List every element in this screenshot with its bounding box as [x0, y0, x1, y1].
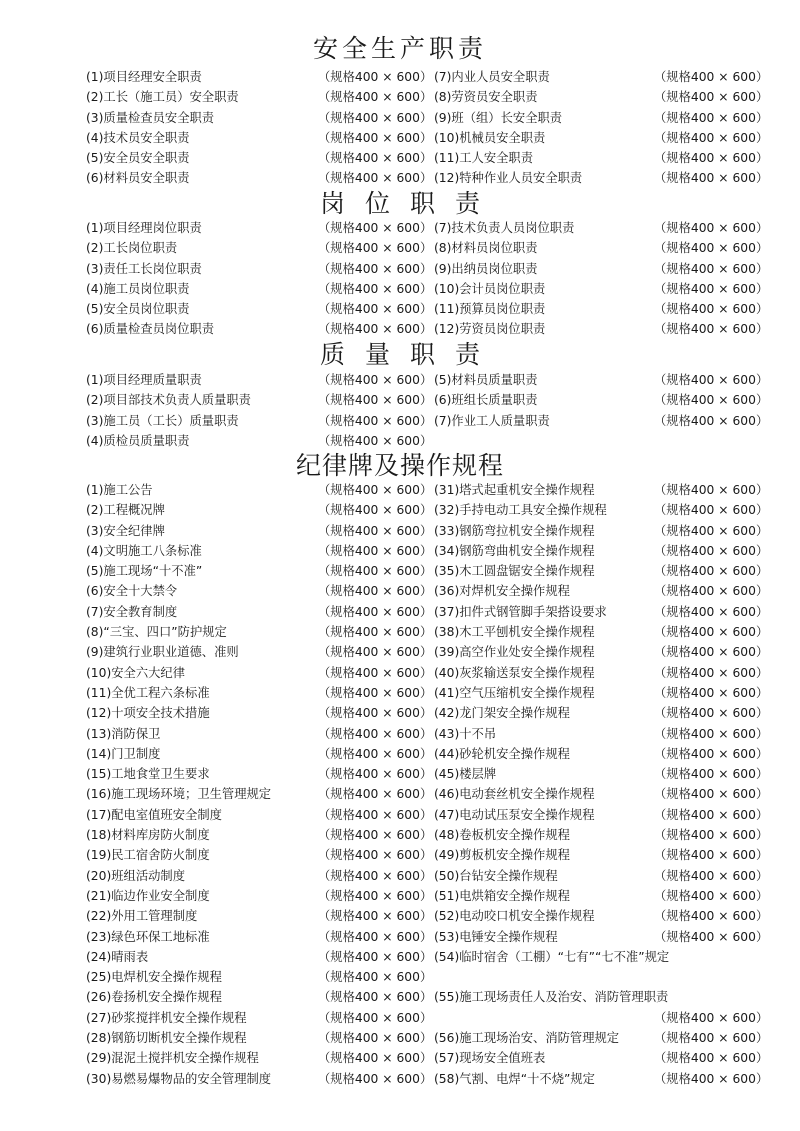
item-name: (7)安全教育制度 — [86, 604, 178, 619]
item-spec: （规格400 × 600） — [318, 433, 433, 448]
list-item — [86, 128, 433, 148]
item-name: (17)配电室值班安全制度 — [86, 807, 222, 822]
item-name: (26)卷扬机安全操作规程 — [86, 990, 222, 1005]
item-spec: （规格400 × 600） — [654, 868, 769, 883]
item-spec: （规格400 × 600） — [318, 241, 433, 256]
item-name: (42)龙门架安全操作规程 — [434, 706, 570, 721]
list-item — [86, 238, 433, 258]
item-name: (6)材料员安全职责 — [86, 171, 190, 186]
item-name: (1)项目经理质量职责 — [86, 373, 202, 387]
item-name: (49)剪板机安全操作规程 — [434, 848, 570, 863]
item-name: (34)钢筋弯曲机安全操作规程 — [434, 543, 595, 558]
item-name: (50)台钻安全操作规程 — [434, 868, 558, 883]
list-item — [86, 67, 433, 87]
item-spec: （规格400 × 600） — [318, 746, 433, 761]
list-item — [434, 561, 769, 581]
item-name: (41)空气压缩机安全操作规程 — [434, 685, 595, 700]
list-item — [434, 927, 769, 947]
list-item — [86, 1008, 433, 1028]
item-spec: （规格400 × 600） — [654, 726, 769, 741]
item-name: (10)会计员岗位职责 — [434, 281, 546, 296]
list-item — [434, 541, 769, 561]
item-spec: （规格400 × 600） — [654, 543, 769, 558]
item-name: (57)现场安全值班表 — [434, 1051, 546, 1066]
item-spec: （规格400 × 600） — [318, 665, 433, 680]
item-spec: （规格400 × 600） — [654, 1051, 769, 1066]
item-name: (4)文明施工八条标准 — [86, 543, 202, 558]
item-name: (3)质量检查员安全职责 — [86, 110, 215, 125]
list-item — [86, 764, 433, 784]
item-name: (22)外用工管理制度 — [86, 909, 198, 924]
item-spec: （规格400 × 600） — [654, 848, 769, 863]
item-name: (20)班组活动制度 — [86, 868, 186, 883]
item-name: (2)工程概况牌 — [86, 503, 165, 518]
list-item — [434, 108, 769, 128]
item-spec: （规格400 × 600） — [654, 604, 769, 619]
item-name: (4)施工员岗位职责 — [86, 281, 190, 296]
item-name: (55)施工现场责任人及治安、消防管理职责 — [434, 990, 669, 1005]
section-3-left-list — [86, 370, 433, 451]
item-name: (29)混泥土搅拌机安全操作规程 — [86, 1051, 259, 1066]
item-name: (23)绿色环保工地标准 — [86, 929, 210, 944]
item-spec: （规格400 × 600） — [654, 302, 769, 317]
item-name: (5)安全员安全职责 — [86, 151, 190, 166]
item-spec: （规格400 × 600） — [318, 483, 433, 497]
list-item — [86, 299, 433, 319]
section-4-left-list — [86, 480, 433, 1089]
list-item — [86, 845, 433, 865]
item-spec: （规格400 × 600） — [318, 1010, 433, 1025]
item-name: (45)楼层牌 — [434, 767, 497, 782]
list-item — [86, 703, 433, 723]
item-name: (14)门卫制度 — [86, 746, 161, 761]
list-item — [86, 825, 433, 845]
list-item — [434, 521, 769, 541]
item-name: (10)机械员安全职责 — [434, 130, 546, 145]
list-item — [434, 663, 769, 683]
item-spec: （规格400 × 600） — [654, 110, 769, 125]
item-name: (11)预算员岗位职责 — [434, 302, 546, 317]
item-spec: （规格400 × 600） — [654, 130, 769, 145]
list-item — [434, 906, 769, 926]
list-item — [434, 279, 769, 299]
item-spec: （规格400 × 600） — [654, 281, 769, 296]
item-name: (1)项目经理岗位职责 — [86, 221, 202, 235]
item-spec: （规格400 × 600） — [654, 90, 769, 105]
item-name: (12)十项安全技术措施 — [86, 706, 210, 721]
item-name: (36)对焊机安全操作规程 — [434, 584, 570, 599]
list-item — [86, 431, 433, 451]
item-name: (27)砂浆搅拌机安全操作规程 — [86, 1010, 247, 1025]
item-name: (30)易燃易爆物品的安全管理制度 — [86, 1071, 272, 1086]
list-item — [434, 500, 769, 520]
item-spec: （规格400 × 600） — [318, 888, 433, 903]
list-item — [434, 642, 769, 662]
list-item — [86, 1028, 433, 1048]
item-spec: （规格400 × 600） — [654, 746, 769, 761]
list-item — [434, 319, 769, 339]
section-title-discipline-rules: 纪律牌及操作规程 — [295, 451, 504, 480]
list-item — [86, 319, 433, 339]
item-name: (11)全优工程六条标准 — [86, 685, 210, 700]
item-spec: （规格400 × 600） — [318, 523, 433, 538]
list-item — [86, 906, 433, 926]
list-item — [86, 500, 433, 520]
item-name: (12)特种作业人员安全职责 — [434, 171, 583, 186]
item-spec: （规格400 × 600） — [654, 171, 769, 186]
list-item — [434, 370, 769, 390]
list-item — [86, 108, 433, 128]
list-item — [86, 724, 433, 744]
item-name: (35)木工圆盘锯安全操作规程 — [434, 564, 595, 579]
item-name: (18)材料库房防火制度 — [86, 828, 210, 843]
list-item — [86, 805, 433, 825]
item-name: (2)项目部技术负责人质量职责 — [86, 393, 251, 408]
list-item — [86, 390, 433, 410]
item-spec: （规格400 × 600） — [654, 645, 769, 660]
list-item — [434, 947, 754, 967]
item-spec: （规格400 × 600） — [318, 90, 433, 105]
list-item — [434, 128, 769, 148]
item-name: (44)砂轮机安全操作规程 — [434, 746, 570, 761]
list-item — [86, 663, 433, 683]
list-item — [434, 724, 769, 744]
list-item — [434, 581, 769, 601]
item-name: (11)工人安全职责 — [434, 151, 534, 166]
item-spec: （规格400 × 600） — [318, 990, 433, 1005]
item-name: (1)项目经理安全职责 — [86, 70, 202, 84]
item-spec: （规格400 × 600） — [318, 110, 433, 125]
item-name: (38)木工平刨机安全操作规程 — [434, 625, 595, 640]
list-item — [434, 784, 769, 804]
item-spec: （规格400 × 600） — [654, 151, 769, 166]
item-name: (54)临时宿舍（工棚）“七有”“七不准”规定 — [434, 949, 670, 964]
item-spec: （规格400 × 600） — [318, 625, 433, 640]
list-item — [434, 238, 769, 258]
list-item — [86, 561, 433, 581]
list-item — [86, 602, 433, 622]
item-spec: （规格400 × 600） — [654, 221, 769, 235]
list-item — [434, 67, 769, 87]
list-item — [86, 987, 433, 1007]
item-name: (48)卷板机安全操作规程 — [434, 828, 570, 843]
item-spec: （规格400 × 600） — [318, 302, 433, 317]
item-spec: （规格400 × 600） — [318, 1031, 433, 1046]
item-spec: （规格400 × 600） — [318, 828, 433, 843]
item-name: (31)塔式起重机安全操作规程 — [434, 483, 595, 497]
item-spec: （规格400 × 600） — [318, 261, 433, 276]
item-name: (47)电动试压泵安全操作规程 — [434, 807, 595, 822]
list-item — [434, 87, 769, 107]
section-2-right-list — [434, 218, 769, 340]
list-item — [434, 967, 754, 987]
section-title-quality-duties: 质量职责 — [319, 340, 500, 369]
item-spec: （规格400 × 600） — [318, 151, 433, 166]
list-item — [434, 764, 769, 784]
item-spec: （规格400 × 600） — [654, 70, 769, 84]
item-name: (43)十不吊 — [434, 726, 497, 741]
list-item — [86, 622, 433, 642]
list-item — [434, 987, 754, 1007]
item-name: (40)灰浆输送泵安全操作规程 — [434, 665, 595, 680]
item-spec: （规格400 × 600） — [654, 483, 769, 497]
item-spec: （规格400 × 600） — [654, 241, 769, 256]
item-name: (2)工长岗位职责 — [86, 241, 178, 256]
item-name: (6)安全十大禁令 — [86, 584, 178, 599]
item-name: (5)材料员质量职责 — [434, 373, 538, 387]
item-spec: （规格400 × 600） — [654, 523, 769, 538]
list-item — [86, 521, 433, 541]
item-spec: （规格400 × 600） — [654, 685, 769, 700]
item-name: (10)安全六大纪律 — [86, 665, 186, 680]
list-item — [86, 1069, 433, 1089]
item-spec: （规格400 × 600） — [318, 1051, 433, 1066]
item-spec: （规格400 × 600） — [654, 1031, 769, 1046]
list-item — [86, 866, 433, 886]
list-item — [86, 148, 433, 168]
item-spec: （规格400 × 600） — [318, 70, 433, 84]
item-name: (9)建筑行业职业道德、准则 — [86, 645, 239, 660]
item-name: (33)钢筋弯拉机安全操作规程 — [434, 523, 595, 538]
item-spec: （规格400 × 600） — [654, 413, 769, 428]
item-name: (52)电动咬口机安全操作规程 — [434, 909, 595, 924]
item-spec: （规格400 × 600） — [318, 767, 433, 782]
item-spec: （规格400 × 600） — [318, 171, 433, 186]
item-spec: （规格400 × 600） — [654, 665, 769, 680]
section-1-right-list — [434, 67, 769, 189]
item-spec: （规格400 × 600） — [654, 767, 769, 782]
list-item — [86, 581, 433, 601]
item-spec: （规格400 × 600） — [318, 413, 433, 428]
item-name: (7)作业工人质量职责 — [434, 413, 550, 428]
item-spec: （规格400 × 600） — [654, 503, 769, 518]
item-name: (39)高空作业处安全操作规程 — [434, 645, 595, 660]
list-item — [434, 744, 769, 764]
item-spec: （规格400 × 600） — [318, 604, 433, 619]
item-name: (16)施工现场环境；卫生管理规定 — [86, 787, 272, 802]
item-spec: （规格400 × 600） — [654, 828, 769, 843]
item-spec: （规格400 × 600） — [654, 929, 769, 944]
item-spec: （规格400 × 600） — [654, 1071, 769, 1086]
item-name: (25)电焊机安全操作规程 — [86, 970, 222, 985]
item-name: (8)“三宝、四口”防护规定 — [86, 625, 227, 640]
list-item — [434, 866, 769, 886]
list-item — [434, 1069, 769, 1089]
item-spec: （规格400 × 600） — [318, 1071, 433, 1086]
item-spec: （规格400 × 600） — [318, 543, 433, 558]
item-spec: （规格400 × 600） — [318, 949, 433, 964]
section-4-right-list — [434, 480, 769, 1089]
item-spec: （规格400 × 600） — [318, 848, 433, 863]
item-name: (21)临边作业安全制度 — [86, 888, 210, 903]
list-item — [434, 886, 769, 906]
list-item — [86, 1048, 433, 1068]
item-name: (5)施工现场“十不准” — [86, 564, 203, 579]
list-item — [434, 622, 769, 642]
list-item — [86, 259, 433, 279]
list-item — [434, 602, 769, 622]
item-name: (4)技术员安全职责 — [86, 130, 190, 145]
item-name: (37)扣件式钢管脚手架搭设要求 — [434, 604, 607, 619]
item-spec: （规格400 × 600） — [318, 807, 433, 822]
item-name: (24)晴雨表 — [86, 949, 149, 964]
item-spec: （规格400 × 600） — [654, 706, 769, 721]
list-item — [86, 947, 433, 967]
item-spec: （规格400 × 600） — [318, 584, 433, 599]
list-item — [86, 784, 433, 804]
list-item — [434, 259, 769, 279]
item-spec: （规格400 × 600） — [318, 685, 433, 700]
list-item — [86, 168, 433, 188]
item-name: (51)电烘箱安全操作规程 — [434, 888, 570, 903]
list-item — [86, 642, 433, 662]
list-item — [434, 1048, 769, 1068]
section-title-safety-duties: 安全生产职责 — [312, 34, 487, 63]
item-spec: （规格400 × 600） — [318, 281, 433, 296]
item-spec: （规格400 × 600） — [318, 393, 433, 408]
list-item — [86, 744, 433, 764]
list-item — [86, 480, 433, 500]
list-item — [86, 370, 433, 390]
item-name: (1)施工公告 — [86, 483, 153, 497]
item-name: (13)消防保卫 — [86, 726, 161, 741]
item-spec: （规格400 × 600） — [318, 970, 433, 985]
list-item — [434, 703, 769, 723]
item-spec: （规格400 × 600） — [654, 322, 769, 337]
list-item — [86, 87, 433, 107]
list-item — [434, 480, 769, 500]
item-spec: （规格400 × 600） — [318, 221, 433, 235]
list-item — [434, 148, 769, 168]
item-name: (56)施工现场治安、消防管理规定 — [434, 1031, 620, 1046]
item-name: (7)技术负责人员岗位职责 — [434, 221, 575, 235]
list-item — [86, 967, 433, 987]
item-name: (32)手持电动工具安全操作规程 — [434, 503, 607, 518]
item-name: (58)气割、电焊“十不烧”规定 — [434, 1071, 595, 1086]
item-spec: （规格400 × 600） — [654, 1010, 769, 1025]
item-name: (3)施工员（工长）质量职责 — [86, 413, 239, 428]
item-spec: （规格400 × 600） — [318, 564, 433, 579]
item-spec: （规格400 × 600） — [318, 503, 433, 518]
list-item — [434, 805, 769, 825]
item-spec: （规格400 × 600） — [318, 726, 433, 741]
item-name: (7)内业人员安全职责 — [434, 70, 550, 84]
item-spec: （规格400 × 600） — [318, 787, 433, 802]
item-spec: （规格400 × 600） — [318, 322, 433, 337]
item-name: (5)安全员岗位职责 — [86, 302, 190, 317]
item-spec: （规格400 × 600） — [654, 787, 769, 802]
item-spec: （规格400 × 600） — [318, 868, 433, 883]
section-3-right-list — [434, 370, 769, 431]
list-item — [86, 541, 433, 561]
list-item — [434, 1008, 769, 1028]
item-spec: （规格400 × 600） — [318, 645, 433, 660]
item-spec: （规格400 × 600） — [654, 888, 769, 903]
item-spec: （规格400 × 600） — [654, 807, 769, 822]
list-item — [434, 411, 769, 431]
item-spec: （规格400 × 600） — [654, 393, 769, 408]
list-item — [434, 299, 769, 319]
item-spec: （规格400 × 600） — [318, 130, 433, 145]
list-item — [86, 279, 433, 299]
list-item — [86, 683, 433, 703]
list-item — [86, 886, 433, 906]
item-spec: （规格400 × 600） — [654, 909, 769, 924]
list-item — [434, 390, 769, 410]
item-name: (8)材料员岗位职责 — [434, 241, 538, 256]
list-item — [86, 411, 433, 431]
item-name: (6)质量检查员岗位职责 — [86, 322, 215, 337]
item-name: (19)民工宿舍防火制度 — [86, 848, 210, 863]
item-spec: （规格400 × 600） — [318, 706, 433, 721]
item-spec: （规格400 × 600） — [654, 625, 769, 640]
section-2-left-list — [86, 218, 433, 340]
list-item — [434, 845, 769, 865]
item-name: (46)电动套丝机安全操作规程 — [434, 787, 595, 802]
item-spec: （规格400 × 600） — [654, 584, 769, 599]
section-1-left-list — [86, 67, 433, 189]
list-item — [86, 218, 433, 238]
list-item — [434, 683, 769, 703]
item-name: (9)班（组）长安全职责 — [434, 110, 563, 125]
item-name: (12)劳资员岗位职责 — [434, 322, 546, 337]
item-name: (6)班组长质量职责 — [434, 393, 538, 408]
item-spec: （规格400 × 600） — [654, 261, 769, 276]
item-name: (4)质检员质量职责 — [86, 433, 190, 448]
list-item — [434, 1028, 769, 1048]
item-name: (2)工长（施工员）安全职责 — [86, 90, 239, 105]
list-item — [434, 218, 769, 238]
item-name: (3)责任工长岗位职责 — [86, 261, 202, 276]
item-name: (28)钢筋切断机安全操作规程 — [86, 1031, 247, 1046]
item-spec: （规格400 × 600） — [318, 929, 433, 944]
list-item — [434, 825, 769, 845]
item-spec: （规格400 × 600） — [318, 373, 433, 387]
section-title-post-duties: 岗位职责 — [319, 189, 500, 218]
list-item — [86, 927, 433, 947]
item-name: (3)安全纪律牌 — [86, 523, 165, 538]
item-name: (15)工地食堂卫生要求 — [86, 767, 210, 782]
item-spec: （规格400 × 600） — [654, 564, 769, 579]
item-spec: （规格400 × 600） — [318, 909, 433, 924]
item-name: (9)出纳员岗位职责 — [434, 261, 538, 276]
item-name: (53)电锤安全操作规程 — [434, 929, 558, 944]
list-item — [434, 168, 769, 188]
item-spec: （规格400 × 600） — [654, 373, 769, 387]
item-name: (8)劳资员安全职责 — [434, 90, 538, 105]
